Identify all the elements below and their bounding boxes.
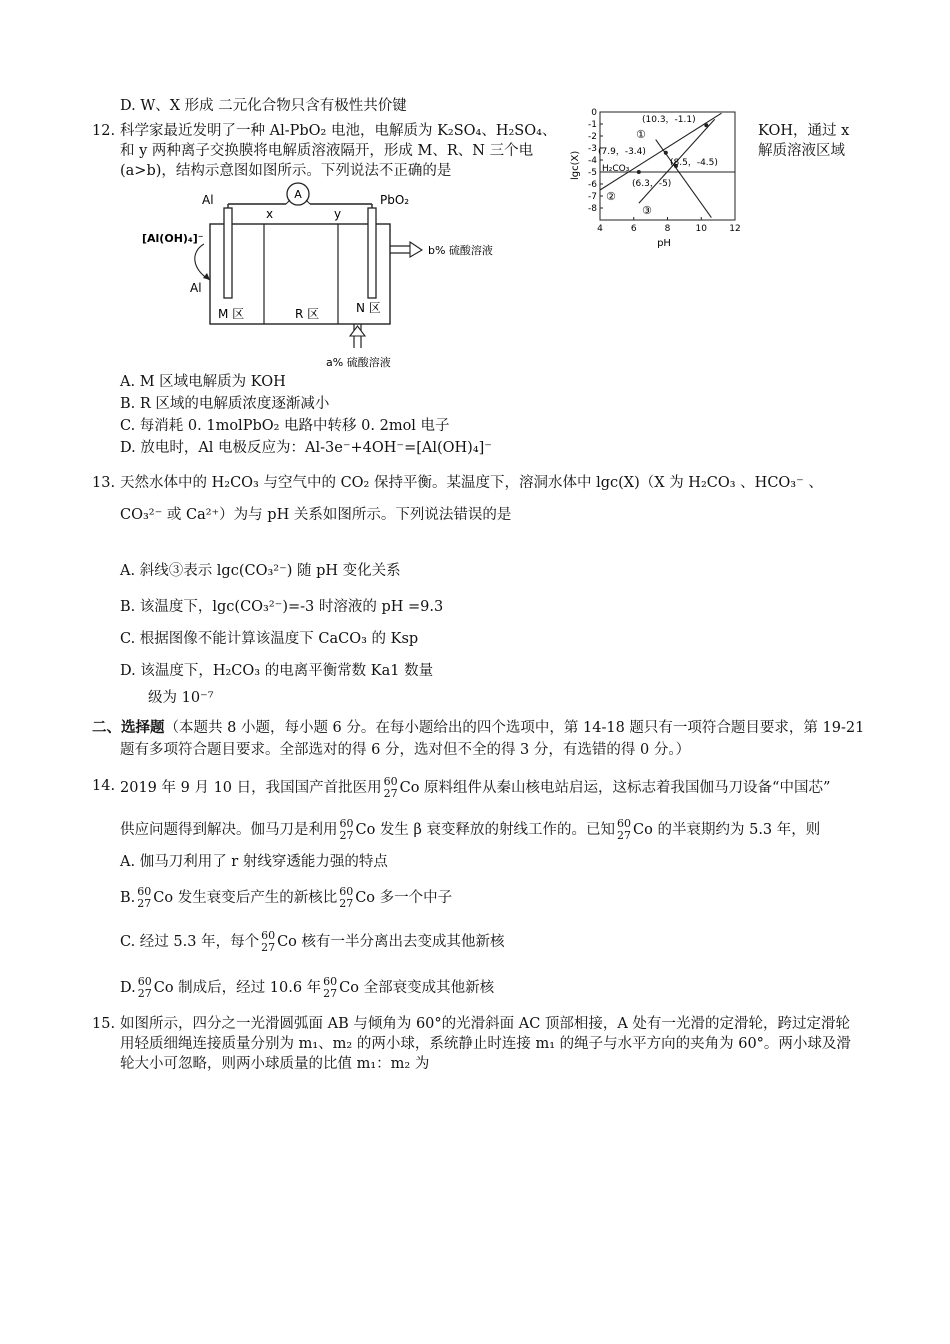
co60-nuclide: 60 27 [137,885,152,910]
al-label-2: Al [190,281,202,295]
q14-line1-a: 2019 年 9 月 10 日，我国国产首批医用 [120,780,382,796]
chart-xlabel: pH [657,238,671,249]
y-tick-label: -1 [588,120,597,130]
q12-option-c: C. 每消耗 0. 1molPbO₂ 电路中转移 0. 2mol 电子 [120,418,450,434]
y-tick-label: -8 [588,204,597,214]
co60-nuclide: 60 27 [383,775,398,800]
co60-nuclide: 60 27 [339,817,354,842]
q14-number: 14. [92,778,116,794]
q14-line1 [120,776,830,800]
q14-line1-b: Co 原料组件从秦山核电站启运，这标志着我国伽马刀设备“中国芯” [399,780,831,796]
x-tick-label: 8 [664,224,671,234]
n-zone-label: N 区 [356,301,381,315]
label-p2: (7.9，-3.4) [598,147,646,157]
q11-option-d: D. W、X 形成 二元化合物只含有极性共价键 [120,98,407,114]
label-p3: (8.5，-4.5) [670,158,718,168]
section2-title: 二、选择题 [92,719,165,736]
section2-header [92,718,864,738]
y-tick-label: -7 [588,192,597,202]
label-h2co3: H₂CO₃ [602,164,630,174]
x-tick-label: 6 [630,224,637,234]
pbo2-label: PbO₂ [380,193,410,207]
q12-text-line2-tail: 解质溶液区域 [758,143,845,159]
q12-option-a: A. M 区域电解质为 KOH [120,374,286,390]
data-point-2 [664,151,668,155]
outlet-label: b% 硫酸溶液 [428,244,493,257]
q13-text-line2: CO₃²⁻ 或 Ca²⁺）为与 pH 关系如图所示。下列说法错误的是 [120,507,512,523]
x-tick-label: 10 [695,224,707,234]
q12-text-line3: (a>b)，结构示意图如图所示。下列说法不正确的是 [120,163,452,179]
y-tick-label: 0 [591,108,597,118]
y-tick-label: -6 [588,180,597,190]
co60-nuclide: 60 27 [323,975,338,1000]
al-label: Al [202,193,214,207]
q13-option-a: A. 斜线③表示 lgc(CO₃²⁻) 随 pH 变化关系 [120,563,401,579]
y-tick-label: -5 [588,168,597,178]
battery-diagram [140,180,520,375]
membrane-x-label: x [266,207,274,221]
q13-option-c: C. 根据图像不能计算该温度下 CaCO₃ 的 Ksp [120,631,419,647]
q13-option-b: B. 该温度下，lgc(CO₃²⁻)=-3 时溶液的 pH =9.3 [120,599,444,615]
q14-option-b: B. 60 27 Co 发生衰变后产生的新核比 60 27 Co 多一个中子 [120,885,453,910]
lgc-ph-chart [560,100,755,250]
q14-line2-a: 供应问题得到解决。伽马刀是利用 [120,822,338,838]
q14-option-c: C. 经过 5.3 年，每个 60 27 Co 核有一半分离出去变成其他新核 [120,929,505,954]
q14-line2-c: Co 的半衰期约为 5.3 年，则 [633,822,821,838]
aloh4-label: [Al(OH)₄]⁻ [142,232,204,245]
co60-nuclide: 60 27 [137,975,152,1000]
label-circle3: ③ [642,204,652,217]
inlet-label: a% 硫酸溶液 [326,356,391,369]
y-tick-label: -2 [588,132,597,142]
co60-nuclide: 60 27 [617,817,632,842]
r-zone-label: R 区 [295,307,320,321]
q13-option-d: D. 该温度下，H₂CO₃ 的电离平衡常数 Ka1 数量 [120,663,434,679]
membrane-y-label: y [334,207,342,221]
q13-option-d-cont: 级为 10⁻⁷ [148,690,214,706]
co60-nuclide: 60 27 [339,885,354,910]
section2-text-line1: （本题共 8 小题，每小题 6 分。在每小题给出的四个选项中，第 14-18 题只有一项符合题目要求，第 19-21 [164,720,865,736]
q15-text-line3: 轮大小可忽略，则两小球质量的比值 m₁：m₂ 为 [120,1056,430,1072]
q14-line2 [120,818,820,842]
label-p4: (6.3，-5) [632,179,672,189]
data-point-1 [704,123,708,127]
q12-number: 12. [92,123,116,139]
q14-option-a: A. 伽马刀利用了 r 射线穿透能力强的特点 [120,854,388,870]
label-circle2: ② [606,190,616,203]
q12-option-b: B. R 区域的电解质浓度逐渐减小 [120,396,330,412]
q15-text-line2: 用轻质细绳连接质量分别为 m₁、m₂ 的两小球，系统静止时连接 m₁ 的绳子与水平方向的夹角为 60°。两小球及滑 [120,1036,851,1052]
co60-nuclide: 60 27 [261,929,276,954]
label-p1: (10.3，-1.1) [642,115,696,125]
q12-text-line1: 科学家最近发明了一种 Al-PbO₂ 电池，电解质为 K₂SO₄、H₂SO₄、 [120,123,557,139]
x-tick-label: 4 [597,224,603,234]
y-tick-label: -3 [588,144,597,154]
q14-option-d: D. 60 27 Co 制成后，经过 10.6 年 60 27 Co 全部衰变成其他新核 [120,975,495,1000]
m-zone-label: M 区 [218,307,245,321]
q12-text-line2: 和 y 两种离子交换膜将电解质溶液隔开，形成 M、R、N 三个电 [120,143,534,159]
section2-text-line2: 题有多项符合题目要求。全部选对的得 6 分，选对但不全的得 3 分，有选错的得 0 分。） [120,742,691,758]
x-tick-label: 12 [729,224,741,234]
q12-text-line1-tail: KOH，通过 x [758,123,850,139]
ammeter-label: A [294,188,302,201]
q14-line2-b: Co 发生 β 衰变释放的射线工作的。已知 [355,822,616,838]
label-circle1: ① [636,128,646,141]
chart-ylabel: lgc(X) [570,150,581,180]
q12-option-d: D. 放电时，Al 电极反应为：Al-3e⁻+4OH⁻=[Al(OH)₄]⁻ [120,440,492,456]
q13-text-line1: 天然水体中的 H₂CO₃ 与空气中的 CO₂ 保持平衡。某温度下，溶洞水体中 lgc(X)（X 为 H₂CO₃ 、HCO₃⁻ 、 [120,475,823,491]
q15-number: 15. [92,1016,116,1032]
y-tick-label: -4 [588,156,597,166]
data-point-4 [637,170,641,174]
q15-text-line1: 如图所示，四分之一光滑圆弧面 AB 与倾角为 60°的光滑斜面 AC 顶部相接，A 处有一光滑的定滑轮，跨过定滑轮 [120,1016,851,1032]
q13-number: 13. [92,475,116,491]
